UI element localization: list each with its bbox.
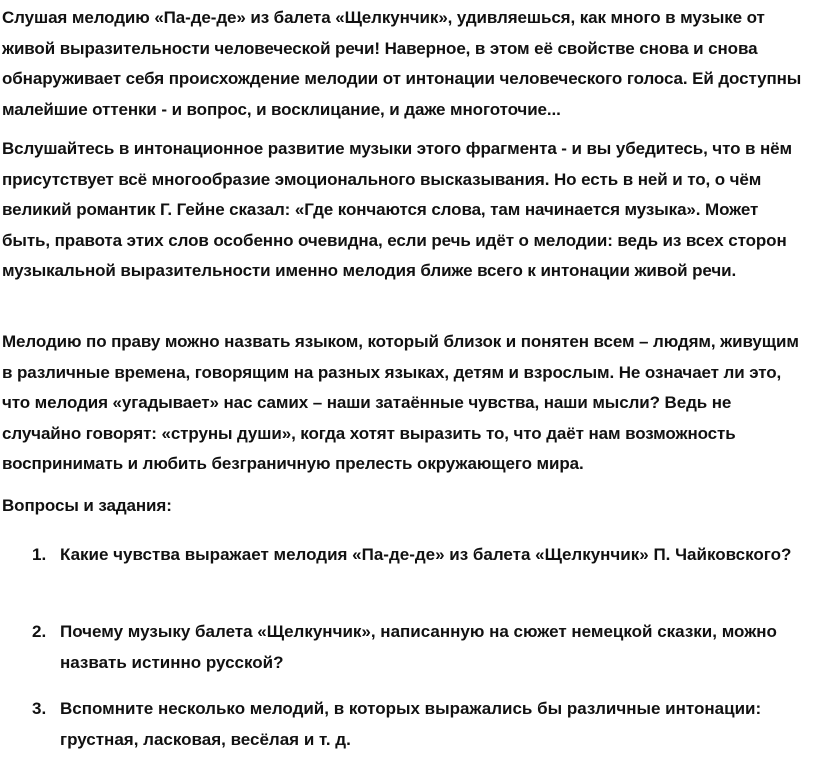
question-number: 1. (32, 545, 47, 564)
paragraph-intonation-development: Вслушайтесь в интонационное развитие музыки этого фрагмента - и вы убедитесь, что в нём присутствует всё многообразие эмоционального высказывания. Но есть в ней и то, о чём великий романтик Г. Гейне сказал: «Где кончаются слова, там начинается музыка». Может быть, правота этих слов особенно очевидна, если речь идёт о мелодии: ведь из всех сторон музыкальной выразительности именно мелодия ближе всего к интонации живой речи. (2, 139, 792, 280)
question-text: Какие чувства выражает мелодия «Па-де-де» из балета «Щелкунчик» П. Чайковского? (60, 545, 792, 564)
question-number: 3. (32, 699, 47, 718)
question-number: 2. (32, 622, 47, 641)
paragraph-melody-language: Мелодию по праву можно назвать языком, который близок и понятен всем – людям, живущим в различные времена, говорящим на разных языках, детям и взрослым. Не означает ли это, что мелодия «угадывает» нас самих – наши затаённые чувства, наши мысли? Ведь не случайно говорят: «струны души», когда хотят выразить то, что даёт нам возможность воспринимать и любить безграничную прелесть окружающего мира. (2, 332, 799, 473)
questions-heading: Вопросы и задания: (2, 496, 172, 515)
paragraph-melody-intro: Слушая мелодию «Па-де-де» из балета «Щелкунчик», удивляешься, как много в музыке от живой выразительности человеческой речи! Наверное, в этом её свойстве снова и снова обнаруживает себя происхождение мелодии от интонации человеческого голоса. Ей доступны малейшие оттенки - и вопрос, и восклицание, и даже многоточие... (2, 8, 802, 119)
question-text: Вспомните несколько мелодий, в которых выражались бы различные интонации: грустная, ласковая, весёлая и т. д. (60, 699, 762, 749)
question-text: Почему музыку балета «Щелкунчик», написанную на сюжет немецкой сказки, можно назвать истинно русской? (60, 622, 777, 672)
